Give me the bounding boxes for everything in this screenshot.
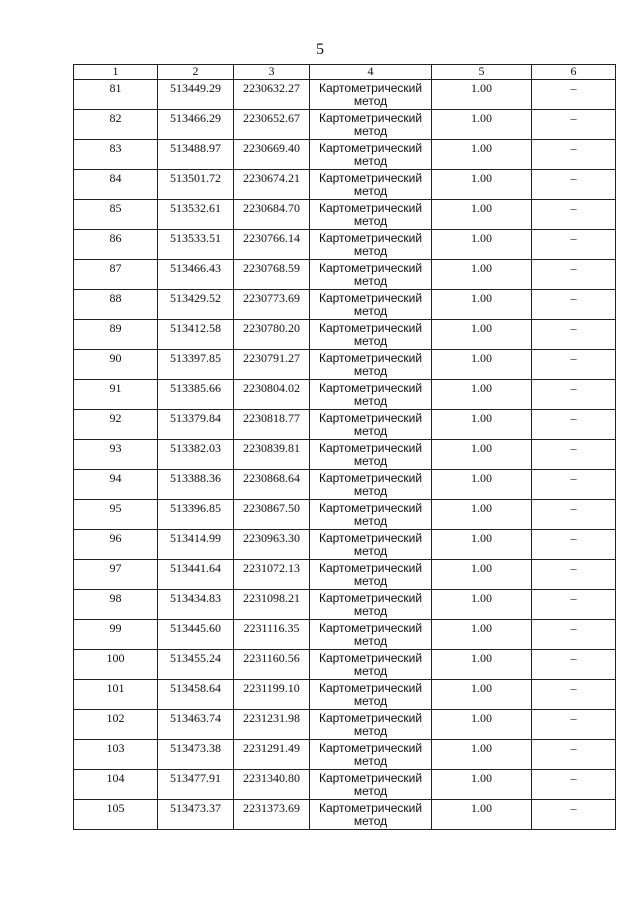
cell-accuracy: 1.00: [432, 770, 532, 800]
cell-note: –: [532, 260, 616, 290]
cell-accuracy: 1.00: [432, 200, 532, 230]
cell-note: –: [532, 650, 616, 680]
cell-x-coordinate: 513477.91: [158, 770, 234, 800]
cell-method: Картометрический метод: [310, 800, 432, 830]
cell-point-number: 93: [74, 440, 158, 470]
cell-accuracy: 1.00: [432, 290, 532, 320]
cell-note: –: [532, 680, 616, 710]
table-row: [74, 380, 616, 410]
table-row: [74, 800, 616, 830]
cell-y-coordinate: 2230684.70: [234, 200, 310, 230]
cell-x-coordinate: 513466.29: [158, 110, 234, 140]
table-row: [74, 290, 616, 320]
table-row: [74, 230, 616, 260]
cell-method: Картометрический метод: [310, 140, 432, 170]
cell-method: Картометрический метод: [310, 380, 432, 410]
header-cell-note: 6: [532, 65, 616, 80]
cell-note: –: [532, 410, 616, 440]
cell-point-number: 86: [74, 230, 158, 260]
cell-note: –: [532, 800, 616, 830]
cell-x-coordinate: 513501.72: [158, 170, 234, 200]
cell-x-coordinate: 513455.24: [158, 650, 234, 680]
table-row: [74, 680, 616, 710]
cell-x-coordinate: 513466.43: [158, 260, 234, 290]
cell-point-number: 100: [74, 650, 158, 680]
cell-note: –: [532, 290, 616, 320]
cell-method: Картометрический метод: [310, 740, 432, 770]
cell-point-number: 103: [74, 740, 158, 770]
table-body: [74, 80, 616, 830]
cell-y-coordinate: 2231072.13: [234, 560, 310, 590]
cell-x-coordinate: 513434.83: [158, 590, 234, 620]
cell-method: Картометрический метод: [310, 410, 432, 440]
cell-point-number: 94: [74, 470, 158, 500]
cell-method: Картометрический метод: [310, 230, 432, 260]
cell-y-coordinate: 2230652.67: [234, 110, 310, 140]
cell-point-number: 90: [74, 350, 158, 380]
cell-method: Картометрический метод: [310, 80, 432, 110]
cell-point-number: 89: [74, 320, 158, 350]
cell-x-coordinate: 513441.64: [158, 560, 234, 590]
cell-y-coordinate: 2231199.10: [234, 680, 310, 710]
cell-method: Картометрический метод: [310, 110, 432, 140]
header-cell-x: 2: [158, 65, 234, 80]
cell-method: Картометрический метод: [310, 440, 432, 470]
cell-note: –: [532, 440, 616, 470]
cell-y-coordinate: 2230868.64: [234, 470, 310, 500]
cell-y-coordinate: 2231291.49: [234, 740, 310, 770]
cell-y-coordinate: 2231098.21: [234, 590, 310, 620]
cell-point-number: 101: [74, 680, 158, 710]
cell-x-coordinate: 513385.66: [158, 380, 234, 410]
cell-y-coordinate: 2230804.02: [234, 380, 310, 410]
table-row: [74, 440, 616, 470]
cell-note: –: [532, 710, 616, 740]
cell-method: Картометрический метод: [310, 560, 432, 590]
cell-method: Картометрический метод: [310, 200, 432, 230]
cell-y-coordinate: 2231116.35: [234, 620, 310, 650]
cell-x-coordinate: 513533.51: [158, 230, 234, 260]
cell-y-coordinate: 2230674.21: [234, 170, 310, 200]
cell-x-coordinate: 513473.38: [158, 740, 234, 770]
cell-x-coordinate: 513412.58: [158, 320, 234, 350]
cell-y-coordinate: 2231340.80: [234, 770, 310, 800]
cell-note: –: [532, 80, 616, 110]
table-row: [74, 110, 616, 140]
cell-method: Картометрический метод: [310, 290, 432, 320]
table-row: [74, 170, 616, 200]
table-row: [74, 560, 616, 590]
cell-note: –: [532, 530, 616, 560]
table-row: [74, 530, 616, 560]
cell-y-coordinate: 2230768.59: [234, 260, 310, 290]
cell-point-number: 92: [74, 410, 158, 440]
table-row: [74, 140, 616, 170]
cell-method: Картометрический метод: [310, 500, 432, 530]
cell-point-number: 82: [74, 110, 158, 140]
cell-accuracy: 1.00: [432, 110, 532, 140]
table-row: [74, 200, 616, 230]
cell-note: –: [532, 110, 616, 140]
cell-accuracy: 1.00: [432, 590, 532, 620]
cell-note: –: [532, 350, 616, 380]
cell-x-coordinate: 513445.60: [158, 620, 234, 650]
table-row: [74, 410, 616, 440]
cell-note: –: [532, 170, 616, 200]
cell-point-number: 98: [74, 590, 158, 620]
cell-accuracy: 1.00: [432, 470, 532, 500]
cell-method: Картометрический метод: [310, 590, 432, 620]
cell-note: –: [532, 140, 616, 170]
cell-method: Картометрический метод: [310, 680, 432, 710]
cell-point-number: 104: [74, 770, 158, 800]
cell-accuracy: 1.00: [432, 680, 532, 710]
cell-point-number: 84: [74, 170, 158, 200]
cell-accuracy: 1.00: [432, 320, 532, 350]
cell-method: Картометрический метод: [310, 260, 432, 290]
table-header: [74, 65, 616, 80]
cell-y-coordinate: 2231373.69: [234, 800, 310, 830]
cell-note: –: [532, 200, 616, 230]
cell-method: Картометрический метод: [310, 320, 432, 350]
cell-note: –: [532, 320, 616, 350]
cell-x-coordinate: 513458.64: [158, 680, 234, 710]
cell-method: Картометрический метод: [310, 650, 432, 680]
cell-x-coordinate: 513449.29: [158, 80, 234, 110]
table-row: [74, 500, 616, 530]
cell-x-coordinate: 513414.99: [158, 530, 234, 560]
table-row: [74, 320, 616, 350]
cell-method: Картометрический метод: [310, 350, 432, 380]
cell-accuracy: 1.00: [432, 530, 532, 560]
cell-y-coordinate: 2230818.77: [234, 410, 310, 440]
cell-accuracy: 1.00: [432, 560, 532, 590]
table-row: [74, 740, 616, 770]
cell-accuracy: 1.00: [432, 710, 532, 740]
cell-note: –: [532, 470, 616, 500]
cell-accuracy: 1.00: [432, 350, 532, 380]
table-row: [74, 590, 616, 620]
cell-accuracy: 1.00: [432, 140, 532, 170]
page-number: 5: [316, 41, 324, 58]
cell-point-number: 91: [74, 380, 158, 410]
table-row: [74, 650, 616, 680]
cell-point-number: 95: [74, 500, 158, 530]
cell-method: Картометрический метод: [310, 470, 432, 500]
cell-method: Картометрический метод: [310, 170, 432, 200]
cell-method: Картометрический метод: [310, 530, 432, 560]
table-row: [74, 260, 616, 290]
cell-accuracy: 1.00: [432, 800, 532, 830]
cell-accuracy: 1.00: [432, 740, 532, 770]
cell-y-coordinate: 2230780.20: [234, 320, 310, 350]
cell-accuracy: 1.00: [432, 170, 532, 200]
cell-y-coordinate: 2230773.69: [234, 290, 310, 320]
cell-note: –: [532, 560, 616, 590]
cell-point-number: 87: [74, 260, 158, 290]
table-row: [74, 80, 616, 110]
cell-x-coordinate: 513463.74: [158, 710, 234, 740]
cell-accuracy: 1.00: [432, 620, 532, 650]
cell-y-coordinate: 2231231.98: [234, 710, 310, 740]
cell-accuracy: 1.00: [432, 80, 532, 110]
cell-accuracy: 1.00: [432, 650, 532, 680]
cell-accuracy: 1.00: [432, 500, 532, 530]
cell-x-coordinate: 513396.85: [158, 500, 234, 530]
cell-method: Картометрический метод: [310, 620, 432, 650]
table-row: [74, 470, 616, 500]
cell-point-number: 81: [74, 80, 158, 110]
cell-point-number: 102: [74, 710, 158, 740]
cell-note: –: [532, 740, 616, 770]
table-row: [74, 620, 616, 650]
header-cell-y: 3: [234, 65, 310, 80]
cell-y-coordinate: 2231160.56: [234, 650, 310, 680]
cell-point-number: 83: [74, 140, 158, 170]
cell-y-coordinate: 2230963.30: [234, 530, 310, 560]
cell-x-coordinate: 513388.36: [158, 470, 234, 500]
header-cell-point-number: 1: [74, 65, 158, 80]
cell-point-number: 105: [74, 800, 158, 830]
table-row: [74, 710, 616, 740]
cell-x-coordinate: 513473.37: [158, 800, 234, 830]
cell-note: –: [532, 770, 616, 800]
cell-y-coordinate: 2230867.50: [234, 500, 310, 530]
cell-point-number: 97: [74, 560, 158, 590]
cell-x-coordinate: 513488.97: [158, 140, 234, 170]
cell-point-number: 99: [74, 620, 158, 650]
header-row: [74, 65, 616, 80]
cell-method: Картометрический метод: [310, 770, 432, 800]
cell-y-coordinate: 2230669.40: [234, 140, 310, 170]
cell-y-coordinate: 2230791.27: [234, 350, 310, 380]
table-row: [74, 350, 616, 380]
cell-accuracy: 1.00: [432, 260, 532, 290]
cell-note: –: [532, 590, 616, 620]
cell-note: –: [532, 230, 616, 260]
cell-y-coordinate: 2230839.81: [234, 440, 310, 470]
header-cell-method: 4: [310, 65, 432, 80]
cell-accuracy: 1.00: [432, 230, 532, 260]
cell-note: –: [532, 500, 616, 530]
cell-accuracy: 1.00: [432, 380, 532, 410]
header-cell-accuracy: 5: [432, 65, 532, 80]
coordinates-table: [73, 64, 616, 830]
cell-accuracy: 1.00: [432, 440, 532, 470]
cell-method: Картометрический метод: [310, 710, 432, 740]
cell-note: –: [532, 620, 616, 650]
cell-note: –: [532, 380, 616, 410]
cell-x-coordinate: 513379.84: [158, 410, 234, 440]
table-row: [74, 770, 616, 800]
cell-y-coordinate: 2230766.14: [234, 230, 310, 260]
cell-point-number: 96: [74, 530, 158, 560]
cell-point-number: 88: [74, 290, 158, 320]
cell-x-coordinate: 513429.52: [158, 290, 234, 320]
cell-accuracy: 1.00: [432, 410, 532, 440]
cell-x-coordinate: 513397.85: [158, 350, 234, 380]
cell-x-coordinate: 513532.61: [158, 200, 234, 230]
cell-x-coordinate: 513382.03: [158, 440, 234, 470]
cell-y-coordinate: 2230632.27: [234, 80, 310, 110]
cell-point-number: 85: [74, 200, 158, 230]
